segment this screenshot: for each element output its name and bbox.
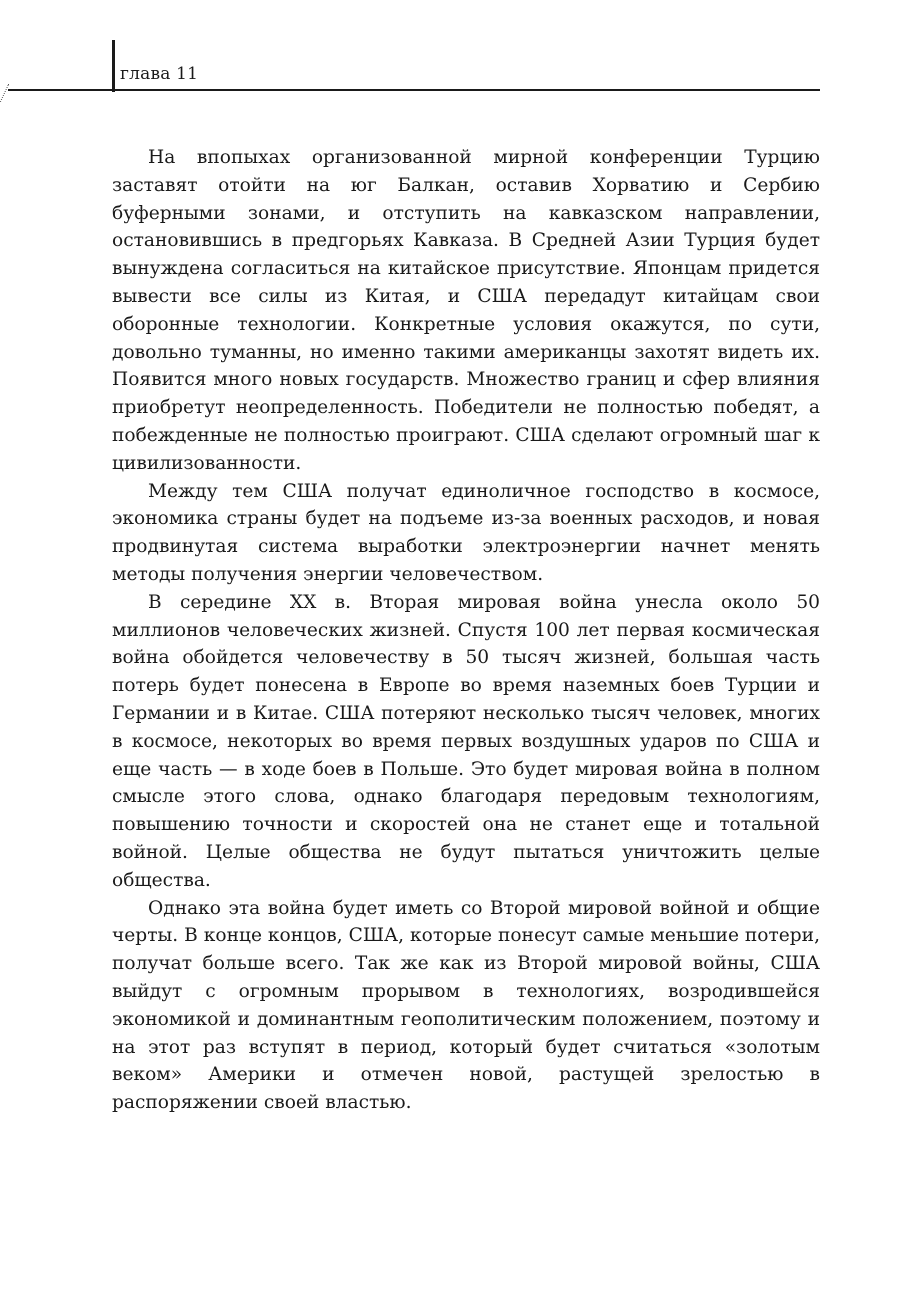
header-horizontal-rule <box>8 89 820 91</box>
paragraph-war-casualties: В середине XX в. Вторая мировая война унесла около 50 миллионов человеческих жизней. Спустя 100 лет первая космическая война обойдется человечеству в 50 тысяч жизней, большая часть потерь будет понесена в Европе во время наземных боев Турции и Германии и в Китае. США потеряют несколько тысяч человек, многих в космосе, некоторых во время первых воздушных ударов по США и еще часть — в ходе боев в Польше. Это будет мировая война в полном смысле этого слова, однако благодаря передовым технологиям, повышению точности и скоростей она не станет еще и тотальной войной. Целые общества не будут пытаться уничтожить целые общества. <box>112 591 820 891</box>
header-vertical-rule <box>112 40 115 92</box>
paragraph-golden-age: Однако эта война будет иметь со Второй мировой войной и общие черты. В конце концов, США, которые понесут самые меньшие потери, получат больше всего. Так же как из Второй мировой войны, США выйдут с огромным прорывом в технологиях, возродившейся экономикой и доминантным геополитическим положением, поэтому и на этот раз вступят в период, который будет считаться «золотым веком» Америки и отмечен новой, растущей зрелостью в распоряжении своей властью. <box>112 897 820 1114</box>
running-header-chapter: глава 11 <box>120 64 199 84</box>
paragraph-space-dominance: Между тем США получат единоличное господство в космосе, экономика страны будет на подъеме из-за военных расходов, и новая продвинутая система выработки электроэнергии начнет менять методы получения энергии человечеством. <box>112 480 820 585</box>
paragraph-peace-conference: На впопыхах организованной мирной конференции Турцию заставят отойти на юг Балкан, оставив Хорватию и Сербию буферными зонами, и отступить на кавказском направлении, остановившись в предгорьях Кавказа. В Средней Азии Турция будет вынуждена согласиться на китайское присутствие. Японцам придется вывести все силы из Китая, и США передадут китайцам свои оборонные технологии. Конкретные условия окажутся, по сути, довольно туманны, но именно такими американцы захотят видеть их. Появится много новых государств. Множество границ и сфер влияния приобретут неопределенность. Победители не полностью победят, а побежденные не полностью проиграют. США сделают огромный шаг к цивилизованности. <box>112 147 820 474</box>
scan-artifact-mark <box>0 84 15 102</box>
page-body-text <box>112 144 820 1117</box>
